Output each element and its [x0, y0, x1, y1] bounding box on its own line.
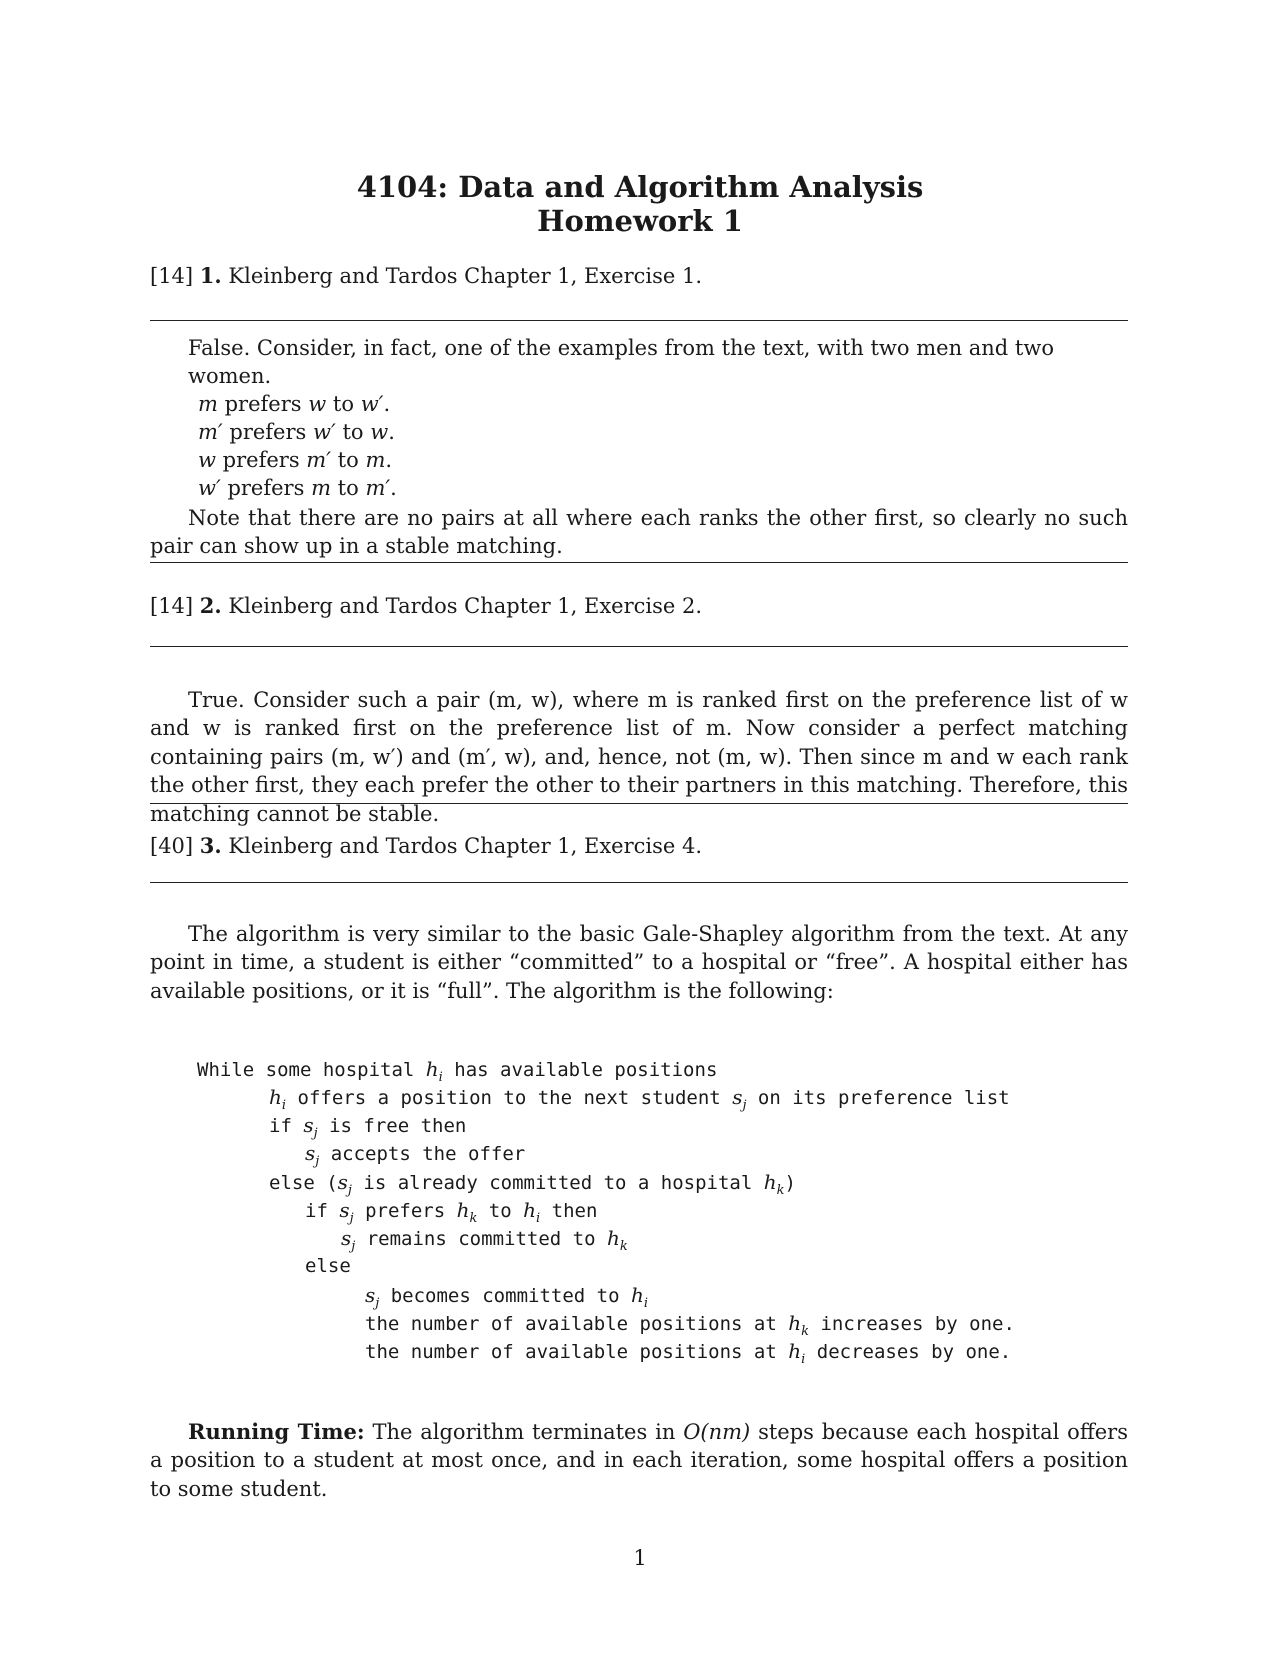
running-time-label: Running Time: — [188, 1419, 365, 1444]
code-line: if $s_j$ is free then — [269, 1113, 467, 1141]
preference-line: m prefers w to w′. — [198, 392, 391, 416]
page-number: 1 — [633, 1546, 647, 1570]
code-line: $s_j$ accepts the offer — [305, 1141, 526, 1169]
code-line: if $s_j$ prefers $h_k$ to $h_i$ then — [305, 1198, 598, 1226]
preference-line: w′ prefers m to m′. — [198, 476, 397, 500]
answer-1-note: Note that there are no pairs at all where each ranks the other first, so clearly no such pair can show up in a stable matching. — [150, 506, 1128, 559]
question-1 — [150, 262, 1128, 290]
code-line: the number of available positions at $h_k$ increases by one. — [365, 1311, 1015, 1339]
question-text: Kleinberg and Tardos Chapter 1, Exercise 2. — [228, 594, 703, 618]
preference-line: m′ prefers w′ to w. — [198, 420, 395, 444]
code-line: $h_i$ offers a position to the next student $s_j$ on its preference list — [269, 1085, 1010, 1113]
divider — [150, 882, 1128, 883]
question-text: Kleinberg and Tardos Chapter 1, Exercise 1. — [228, 264, 703, 288]
code-line: While some hospital $h_i$ has available positions — [197, 1057, 718, 1085]
divider — [150, 562, 1128, 563]
code-line: $s_j$ remains committed to $h_k$ — [341, 1226, 628, 1254]
running-time: Running Time: The algorithm terminates in O(nm) steps because each hospital offers a position to a student at most once, and in each iteration, some hospital offers a position to some student. — [150, 1419, 1128, 1501]
question-2 — [150, 592, 1128, 620]
question-number: 3. — [199, 833, 222, 858]
question-points: [14] — [150, 594, 194, 618]
course-title: 4104: Data and Algorithm Analysis — [356, 170, 924, 204]
question-text: Kleinberg and Tardos Chapter 1, Exercise 4. — [228, 834, 703, 858]
divider — [150, 646, 1128, 647]
divider — [150, 803, 1128, 804]
question-points: [14] — [150, 264, 194, 288]
answer-1-intro: False. Consider, in fact, one of the examples from the text, with two men and two women. — [188, 336, 1054, 388]
answer-2: True. Consider such a pair (m, w), where m is ranked first on the preference list of w and w is ranked first on the preference list of m. Now consider a perfect matching containing pairs (m, w′) and (m′, w), and, hence, not (m, w). Then since m and w each rank the other first, they each prefer the other to their partners in this matching. Therefore, this matching cannot be stable. — [150, 688, 1128, 826]
question-points: [40] — [150, 834, 194, 858]
question-number: 2. — [199, 593, 222, 618]
preference-line: w prefers m′ to m. — [198, 448, 393, 472]
assignment-title: Homework 1 — [537, 204, 743, 238]
code-line: $s_j$ becomes committed to $h_i$ — [365, 1283, 649, 1311]
code-line: else — [305, 1255, 351, 1277]
answer-3-intro: The algorithm is very similar to the basic Gale-Shapley algorithm from the text. At any point in time, a student is either “committed” to a hospital or “free”. A hospital either has available positions, or it is “full”. The algorithm is the following: — [150, 922, 1128, 1003]
divider — [150, 320, 1128, 321]
question-number: 1. — [199, 263, 222, 288]
preference-list — [150, 390, 1128, 502]
question-3 — [150, 832, 1128, 860]
code-line: the number of available positions at $h_i$ decreases by one. — [365, 1339, 1012, 1367]
answer-1 — [150, 334, 1128, 561]
code-line: else ($s_j$ is already committed to a hospital $h_k$) — [269, 1170, 796, 1198]
